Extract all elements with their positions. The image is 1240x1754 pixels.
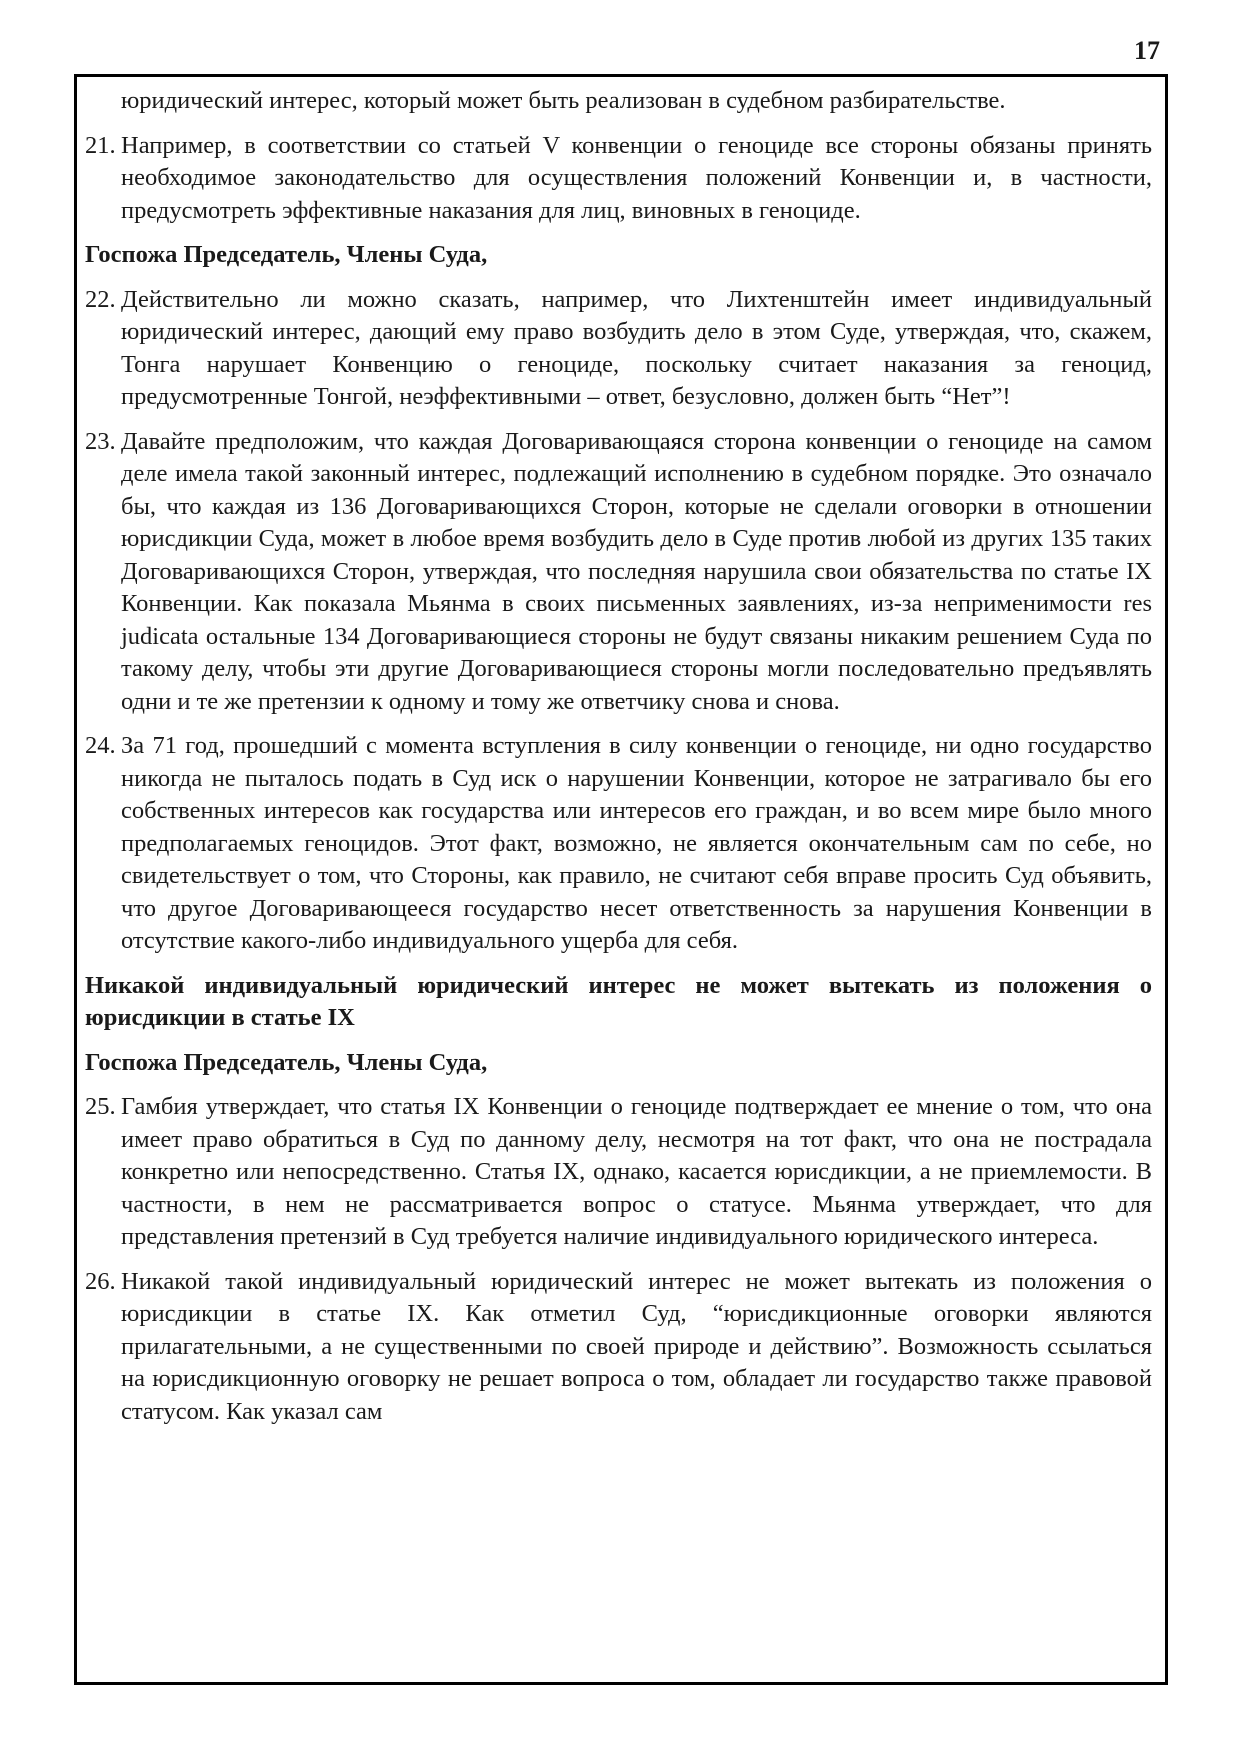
paragraph-number: 25. <box>85 1093 116 1120</box>
page-number: 17 <box>1134 36 1160 65</box>
paragraph-text: За 71 год, прошедший с момента вступления в силу конвенции о геноциде, ни одно государство никогда не пыталось подать в Суд иск о нарушении Конвенции, которое не затрагивало бы его собственных интересов как государства или интересов его граждан, и во всем мире было много предполагаемых геноцидов. Этот факт, возможно, не является окончательным сам по себе, но свидетельствует о том, что Стороны, как правило, не считают себя вправе просить Суд объявить, что другое Договаривающееся государство несет ответственность за нарушения Конвенции в отсутствие какого-либо индивидуального ущерба для себя. <box>121 732 1152 954</box>
paragraph-number: 22. <box>85 285 116 313</box>
paragraph-number: 23. <box>85 427 116 455</box>
paragraph-text: Например, в соответствии со статьей V конвенции о геноциде все стороны обязаны принять необходимое законодательство для осуществления положений Конвенции и, в частности, предусмотреть эффективные наказания для лиц, виновных в геноциде. <box>121 131 1152 224</box>
paragraph-text: Давайте предположим, что каждая Договаривающаяся сторона конвенции о геноциде на самом деле имела такой законный интерес, подлежащий исполнению в судебном порядке. Это означало бы, что каждая из 136 Договаривающихся Сторон, которые не сделали оговорки в отношении юрисдикции Суда, может в любое время возбудить дело в Суде против любой из других 135 таких Договаривающихся Сторон, утверждая, что последняя нарушила свои обязательства по статье IX Конвенции. Как показала Мьянма в своих письменных заявлениях, из-за неприменимости res judicata остальные 134 Договаривающиеся стороны не будут связаны никаким решением Суда по такому делу, чтобы эти другие Договаривающиеся стороны могли последовательно предъявлять одни и те же претензии к одному и тому же ответчику снова и снова. <box>121 427 1152 715</box>
paragraph-number: 21. <box>85 131 116 159</box>
continuation-text: юридический интерес, который может быть реализован в судебном разбирательстве. <box>121 87 1006 114</box>
paragraph-text: Действительно ли можно сказать, например, что Лихтенштейн имеет индивидуальный юридический интерес, дающий ему право возбудить дело в этом Суде, утверждая, что, скажем, Тонга нарушает Конвенцию о геноциде, поскольку считает наказания за геноцид, предусмотренные Тонгой, неэффективными – ответ, безусловно, должен быть “Нет”! <box>121 285 1152 410</box>
paragraph-22 <box>85 284 1152 414</box>
paragraph-25 <box>85 1091 1152 1254</box>
address-heading: Госпожа Председатель, Члены Суда, <box>85 241 488 268</box>
paragraph-26 <box>85 1266 1152 1429</box>
paragraph-number: 24. <box>85 732 116 759</box>
paragraph-21 <box>85 130 1152 228</box>
text-frame <box>74 74 1168 1685</box>
paragraph-text: Никакой такой индивидуальный юридический интерес не может вытекать из положения о юрисдикции в статье IX. Как отметил Суд, “юрисдикционные оговорки являются прилагательными, а не существенными по своей природе и действию”. Возможность ссылаться на юрисдикционную оговорку не решает вопроса о том, обладает ли государство также правовой статусом. Как указал сам <box>121 1267 1152 1425</box>
paragraph-text: Гамбия утверждает, что статья IX Конвенции о геноциде подтверждает ее мнение о том, что она имеет право обратиться в Суд по данному делу, несмотря на тот факт, что она не пострадала конкретно или непосредственно. Статья IX, однако, касается юрисдикции, а не приемлемости. В частности, в нем не рассматривается вопрос о статусе. Мьянма утверждает, что для представления претензий в Суд требуется наличие индивидуального юридического интереса. <box>121 1093 1152 1250</box>
paragraph-24 <box>85 730 1152 958</box>
paragraph-number: 26. <box>85 1267 116 1295</box>
address-heading: Госпожа Председатель, Члены Суда, <box>85 1048 488 1076</box>
paragraph-23 <box>85 426 1152 719</box>
section-heading: Никакой индивидуальный юридический интерес не может вытекать из положения о юрисдикции в статье IX <box>85 971 1152 1031</box>
